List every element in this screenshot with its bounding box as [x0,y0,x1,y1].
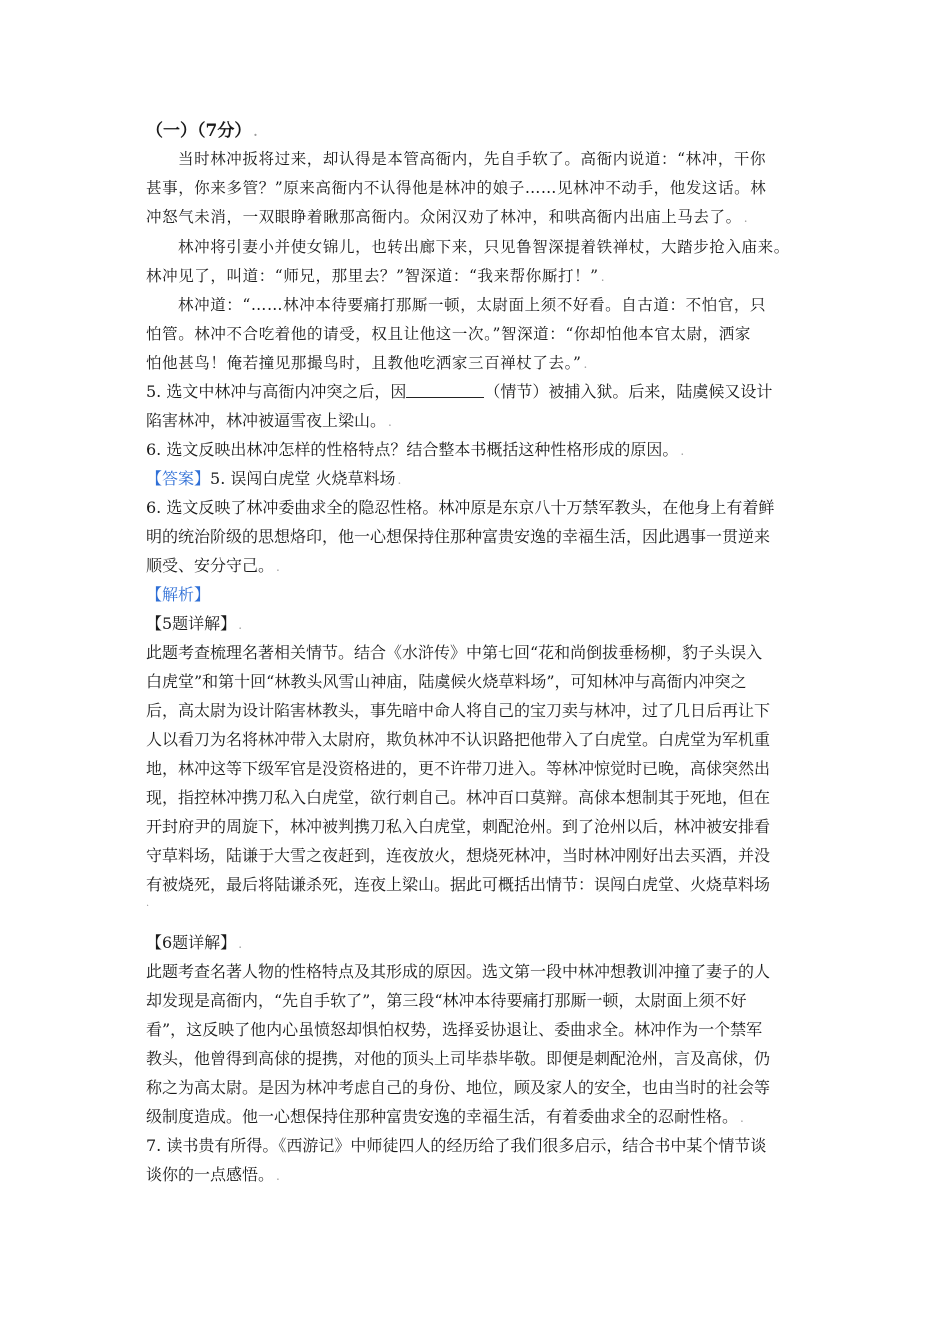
passage-line: 怕管。林冲不合吃着他的请受，权且让他这一次。”智深道：“你却怕他本官太尉，洒家 [146,325,752,343]
passage-line: 甚事，你来多管？”原来高衙内不认得他是林冲的娘子……见林冲不动手，他发这话。林 [146,179,767,197]
passage-line: 林冲道：“……林冲本待要痛打那厮一顿，太尉面上须不好看。自古道：不怕官，只 [178,296,767,314]
detail-6-line: 看”，这反映了他内心虽愤怒却惧怕权势，选择妥协退让、委曲求全。林冲作为一个禁军 [146,1020,763,1039]
question-7: 7. 读书贵有所得。《西游记》中师徒四人的经历给了我们很多启示，结合书中某个情节谈 [146,1136,767,1155]
question-5-line2: 陷害林冲，林冲被逼雪夜上梁山。 . [146,411,392,430]
detail-6-line: 却发现是高衙内，“先自手软了”，第三段“林冲本待要痛打那厮一顿，太尉面上须不好 [146,991,747,1010]
detail-5-line: 守草料场，陆谦于大雪之夜赶到，连夜放火，想烧死林冲，当时林冲刚好出去买酒，并没 [146,846,771,865]
detail-6-line: 称之为高太尉。是因为林冲考虑自己的身份、地位，顾及家人的安全，也由当时的社会等 [146,1078,771,1097]
answer-label: 【答案】 [146,469,211,488]
detail-5-line: 现，指控林冲携刀私入白虎堂，欲行刺自己。林冲百口莫辩。高俅本想制其于死地，但在 [146,788,771,807]
detail-6-line: 教头，他曾得到高俅的提携，对他的顶头上司毕恭毕敬。即便是刺配沧州，言及高俅，仍 [146,1049,771,1068]
detail-5-line: 此题考查梳理名著相关情节。结合《水浒传》中第七回“花和尚倒拔垂杨柳，豹子头误入 [146,643,763,662]
passage-line: 冲怒气未消，一双眼睁着瞅那高衙内。众闲汉劝了林冲，和哄高衙内出庙上马去了。 . [146,208,749,226]
analysis-label: 【解析】 [146,585,211,604]
detail-5-line: 人以看刀为名将林冲带入太尉府，欺负林冲不认识路把他带入了白虎堂。白虎堂为军机重 [146,730,771,749]
section-title: （一）（7分） . [146,121,258,141]
question-6: 6. 选文反映出林冲怎样的性格特点？结合整本书概括这种性格形成的原因。 . [146,440,685,459]
detail-5-line: 后，高太尉为设计陷害林教头，事先暗中命人将自己的宝刀卖与林冲，过了几日后再让下 [146,701,771,720]
answer-blank [406,383,484,398]
detail-6-title: 【6题详解】 . [146,933,243,952]
answer-6-line: 6. 选文反映了林冲委曲求全的隐忍性格。林冲原是东京八十万禁军教头，在他身上有着鲜 [146,498,775,517]
question-5: 5. 选文中林冲与高衙内冲突之后，因 （情节）被捕入狱。后来，陆虞候又设计 [146,382,773,401]
detail-5-line: 地，林冲这等下级军官是没资格进的，更不许带刀进入。等林冲惊觉时已晚，高俅突然出 [146,759,771,778]
detail-5-line: 开封府尹的周旋下，林冲被判携刀私入白虎堂，刺配沧州。到了沧州以后，林冲被安排看 [146,817,771,836]
passage-line: 林冲见了，叫道：“师兄，那里去？”智深道：“我来帮你厮打！” . [146,267,606,285]
detail-6-line: 级制度造成。他一心想保持住那种富贵安逸的幸福生活，有着委曲求全的忍耐性格。 . [146,1107,744,1126]
paragraph-mark: . [146,898,150,909]
answer-6-line: 顺受、安分守己。 . [146,556,280,575]
passage-line: 怕他甚鸟！俺若撞见那撮鸟时，且教他吃洒家三百禅杖了去。” . [146,354,588,372]
answer-line: 【答案】5. 误闯白虎堂 火烧草料场 . [146,469,402,488]
detail-5-line: 有被烧死，最后将陆谦杀死，连夜上梁山。据此可概括出情节：误闯白虎堂、火烧草料场 [146,875,771,894]
detail-6-line: 此题考查名著人物的性格特点及其形成的原因。选文第一段中林冲想教训冲撞了妻子的人 [146,962,771,981]
detail-5-title: 【5题详解】 . [146,614,243,633]
detail-5-line: 白虎堂”和第十回“林教头风雪山神庙，陆虞候火烧草料场”，可知林冲与高衙内冲突之 [146,672,747,691]
passage-line: 当时林冲扳将过来，却认得是本管高衙内，先自手软了。高衙内说道：“林冲，干你 [178,150,767,168]
answer-5: 5. 误闯白虎堂 火烧草料场 [210,469,396,488]
answer-6-line: 明的统治阶级的思想烙印，他一心想保持住那种富贵安逸的幸福生活，因此遇事一贯逆来 [146,527,771,546]
question-7-line2: 谈你的一点感悟。 . [146,1165,280,1184]
passage-line: 林冲将引妻小并使女锦儿，也转出廊下来，只见鲁智深提着铁禅杖，大踏步抢入庙来。 [178,238,790,256]
